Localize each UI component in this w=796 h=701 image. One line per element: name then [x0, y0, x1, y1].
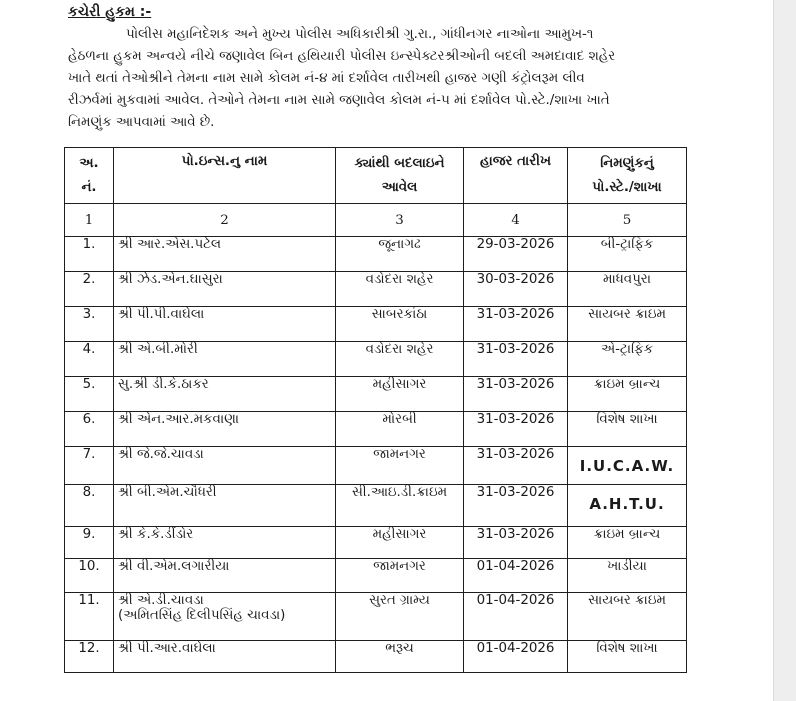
- date-cell: [464, 559, 568, 593]
- name-cell-text: શ્રી જે.જે.ચાવડા: [118, 447, 204, 462]
- table-row: [65, 342, 687, 377]
- name-cell-text: શ્રી બી.એમ.ચૌધરી: [118, 485, 217, 500]
- table-row: [65, 237, 687, 272]
- name-cell: [114, 412, 336, 447]
- date-cell-text: 30-03-2026: [476, 272, 555, 287]
- transfer-table: [64, 147, 687, 673]
- serial-cell-text: 9.: [82, 527, 96, 542]
- serial-cell-text: 8.: [82, 485, 96, 500]
- post-cell: [568, 593, 687, 641]
- date-cell-text: 31-03-2026: [476, 342, 555, 357]
- order-heading: કચેરી હુકમ :-: [68, 4, 152, 20]
- name-cell-text: શ્રી એન.આર.મકવાણા: [118, 412, 240, 427]
- serial-cell-text: 6.: [82, 412, 96, 427]
- from-cell: [336, 237, 464, 272]
- paragraph-line: પોલીસ મહાનિદેશક અને મુખ્ય પોલીસ અધિકારીશ્રી ગુ.રા., ગાંધીનગર નાઓના આમુખ-૧: [126, 27, 594, 42]
- serial-cell-text: 4.: [82, 342, 96, 357]
- date-cell: [464, 412, 568, 447]
- name-cell-text: શ્રી પી.આર.વાઘેલા: [118, 641, 216, 656]
- serial-cell: [65, 641, 114, 673]
- serial-cell-text: 11.: [78, 593, 100, 608]
- from-cell: [336, 593, 464, 641]
- date-cell: [464, 377, 568, 412]
- date-cell-text: 31-03-2026: [476, 527, 555, 542]
- from-cell-text: મહીસાગર: [372, 527, 427, 542]
- column-number: 5: [568, 204, 687, 237]
- name-cell: [114, 559, 336, 593]
- post-cell: [568, 307, 687, 342]
- post-cell: [568, 485, 687, 527]
- name-cell-text: શ્રી વી.એમ.લગારીયા: [118, 559, 230, 574]
- serial-cell: [65, 377, 114, 412]
- name-cell-text: શ્રી એ.ડી.ચાવડા: [118, 593, 204, 608]
- date-cell-text: 01-04-2026: [476, 641, 555, 656]
- date-cell-text: 01-04-2026: [476, 593, 555, 608]
- date-cell: [464, 485, 568, 527]
- name-cell-text: શ્રી કે.કે.ડીંડોર: [118, 527, 194, 542]
- header-from: ક્યાંથી બદલાઇને આવેલ: [336, 148, 464, 204]
- name-cell-text: શ્રી ઝેડ.એન.ઘાસુરા: [118, 272, 223, 287]
- post-cell-text: વિશેષ શાખા: [596, 412, 658, 427]
- table-row: [65, 307, 687, 342]
- post-cell-text: વિશેષ શાખા: [596, 641, 658, 656]
- column-number: 2: [114, 204, 336, 237]
- date-cell: [464, 272, 568, 307]
- post-cell: [568, 559, 687, 593]
- table-row: [65, 527, 687, 559]
- table-row: [65, 559, 687, 593]
- name-cell: [114, 447, 336, 485]
- header-serial: અ. નં.: [65, 148, 114, 204]
- from-cell-text: મોરબી: [382, 412, 417, 427]
- from-cell-text: વડોદરા શહેર: [365, 272, 434, 287]
- post-cell: [568, 237, 687, 272]
- post-cell-text: A.H.T.U.: [589, 495, 665, 513]
- table-row: [65, 412, 687, 447]
- serial-cell-text: 7.: [82, 447, 96, 462]
- table-row: [65, 593, 687, 641]
- post-cell: [568, 447, 687, 485]
- header-post: નિમણુંકનું પો.સ્ટે./શાખા: [568, 148, 687, 204]
- post-cell-text: ખાડીયા: [607, 559, 647, 574]
- name-cell: [114, 272, 336, 307]
- name-cell: [114, 527, 336, 559]
- from-cell-text: સુરત ગ્રામ્ય: [369, 593, 430, 608]
- serial-cell: [65, 447, 114, 485]
- post-cell-text: ક્રાઇમ બ્રાન્ચ: [593, 527, 661, 542]
- from-cell: [336, 527, 464, 559]
- header-date: હાજર તારીખ: [464, 148, 568, 204]
- name-cell: [114, 237, 336, 272]
- column-number: 4: [464, 204, 568, 237]
- from-cell-text: જામનગર: [373, 559, 426, 574]
- paragraph-line: રીઝર્વમાં મુકવામાં આવેલ. તેઓને તેમના નામ સામે જણાવેલ કોલમ નં-૫ માં દર્શાવેલ પો.સ્ટે./શાખા ખાતે: [68, 93, 610, 108]
- serial-cell: [65, 272, 114, 307]
- serial-cell-text: 10.: [78, 559, 100, 574]
- name-cell-text: શ્રી એ.બી.મોરી: [118, 342, 198, 357]
- header-row: [65, 148, 687, 204]
- from-cell: [336, 272, 464, 307]
- serial-cell: [65, 559, 114, 593]
- serial-cell: [65, 237, 114, 272]
- serial-cell-text: 12.: [78, 641, 100, 656]
- from-cell: [336, 447, 464, 485]
- post-cell: [568, 641, 687, 673]
- post-cell-text: સાયબર ક્રાઇમ: [588, 307, 666, 322]
- table-row: [65, 377, 687, 412]
- order-paragraph: [68, 24, 728, 134]
- serial-cell: [65, 412, 114, 447]
- paragraph-line: હેઠળના હુકમ અન્વયે નીચે જણાવેલ બિન હથિયારી પોલીસ ઇન્સ્પેક્ટરશ્રીઓની બદલી અમદાવાદ શહેર: [68, 49, 616, 64]
- paragraph-line: નિમણુંક આપવામાં આવે છે.: [68, 115, 215, 130]
- from-cell-text: સી.આઇ.ડી.ક્રાઇમ: [351, 485, 448, 500]
- date-cell-text: 31-03-2026: [476, 307, 555, 322]
- column-number: 3: [336, 204, 464, 237]
- from-cell-text: ભરૂચ: [385, 641, 414, 656]
- from-cell: [336, 485, 464, 527]
- date-cell-text: 01-04-2026: [476, 559, 555, 574]
- name-cell: [114, 307, 336, 342]
- date-cell: [464, 307, 568, 342]
- date-cell: [464, 447, 568, 485]
- serial-cell: [65, 593, 114, 641]
- name-cell: [114, 342, 336, 377]
- date-cell: [464, 342, 568, 377]
- post-cell-text: એ-ટ્રાફિક: [600, 342, 654, 357]
- from-cell: [336, 412, 464, 447]
- post-cell-text: સાયબર ક્રાઇમ: [588, 593, 666, 608]
- table-row: [65, 272, 687, 307]
- date-cell-text: 31-03-2026: [476, 485, 555, 500]
- serial-cell: [65, 342, 114, 377]
- date-cell-text: 31-03-2026: [476, 447, 555, 462]
- serial-cell-text: 5.: [82, 377, 96, 392]
- table-row: [65, 447, 687, 485]
- post-cell-text: ક્રાઇમ બ્રાન્ચ: [593, 377, 661, 392]
- serial-cell-text: 3.: [82, 307, 96, 322]
- full-name-text: (અમિતસિંહ દિલીપસિંહ ચાવડા): [118, 608, 286, 623]
- date-cell: [464, 641, 568, 673]
- name-cell-text: શ્રી પી.પી.વાઘેલા: [118, 307, 205, 322]
- from-cell-text: મહીસાગર: [372, 377, 427, 392]
- name-cell: [114, 377, 336, 412]
- from-cell-text: જૂનાગઢ: [378, 237, 421, 252]
- post-cell: [568, 272, 687, 307]
- from-cell: [336, 307, 464, 342]
- date-cell: [464, 527, 568, 559]
- post-cell-text: I.U.C.A.W.: [579, 457, 675, 475]
- from-cell: [336, 559, 464, 593]
- serial-cell-text: 1.: [82, 237, 96, 252]
- name-cell: [114, 485, 336, 527]
- name-cell-text: શ્રી આર.એસ.પટેલ: [118, 237, 222, 252]
- date-cell: [464, 237, 568, 272]
- post-cell-text: બી-ટ્રાફિક: [600, 237, 654, 252]
- serial-cell: [65, 527, 114, 559]
- serial-cell: [65, 307, 114, 342]
- from-cell: [336, 641, 464, 673]
- serial-cell-text: 2.: [82, 272, 96, 287]
- page-scrollbar-gutter: [773, 0, 796, 701]
- date-cell-text: 29-03-2026: [476, 237, 555, 252]
- paragraph-line: ખાતે થતાં તેઓશ્રીને તેમના નામ સામે કોલમ નં-૪ માં દર્શાવેલ તારીખથી હાજર ગણી કંટ્રોલરૂમ લીવ: [68, 71, 585, 86]
- from-cell-text: જામનગર: [373, 447, 426, 462]
- post-cell-text: માધવપુરા: [602, 272, 651, 287]
- date-cell-text: 31-03-2026: [476, 412, 555, 427]
- name-cell: [114, 593, 336, 641]
- header-name: પો.ઇન્સ.નુ નામ: [114, 148, 336, 204]
- from-cell: [336, 377, 464, 412]
- from-cell: [336, 342, 464, 377]
- table-row: [65, 485, 687, 527]
- name-cell-text: સુ.શ્રી ડી.કે.ઠાકર: [118, 377, 209, 392]
- post-cell: [568, 342, 687, 377]
- from-cell-text: સાબરકાંઠા: [371, 307, 428, 322]
- name-cell: [114, 641, 336, 673]
- date-cell-text: 31-03-2026: [476, 377, 555, 392]
- table-row: [65, 641, 687, 673]
- column-number: 1: [65, 204, 114, 237]
- post-cell: [568, 412, 687, 447]
- post-cell: [568, 527, 687, 559]
- serial-cell: [65, 485, 114, 527]
- column-number-row: [65, 204, 687, 237]
- date-cell: [464, 593, 568, 641]
- from-cell-text: વડોદરા શહેર: [365, 342, 434, 357]
- post-cell: [568, 377, 687, 412]
